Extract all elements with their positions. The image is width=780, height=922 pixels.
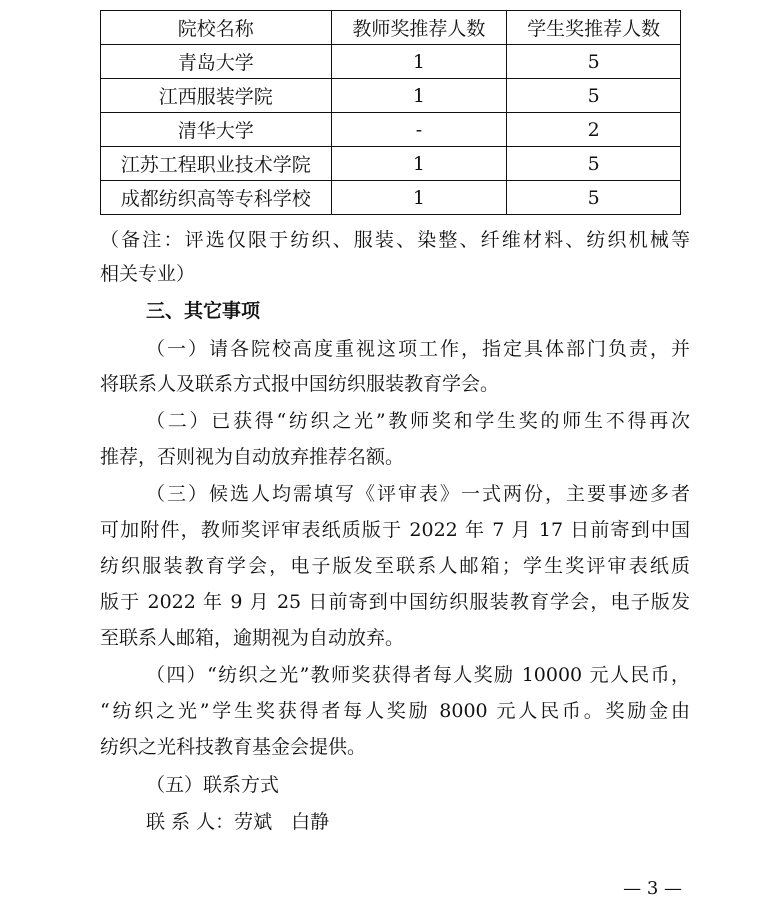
section-heading: 三、其它事项	[146, 300, 261, 322]
cell-school: 清华大学	[101, 113, 332, 147]
cell-school: 江西服装学院	[101, 79, 332, 113]
paragraph-line: 可加附件，教师奖评审表纸质版于 2022 年 7 月 17 日前寄到中国	[100, 519, 690, 541]
cell-student-count: 5	[507, 79, 681, 113]
page-number: — 3 —	[623, 878, 682, 899]
paragraph-line: （一）请各院校高度重视这项工作，指定具体部门负责，并	[146, 338, 690, 360]
cell-school: 成都纺织高等专科学校	[101, 181, 332, 215]
paragraph-line: “纺织之光”学生奖获得者每人奖励 8000 元人民币。奖励金由	[100, 700, 690, 722]
cell-student-count: 5	[507, 147, 681, 181]
table-row	[101, 147, 681, 181]
cell-teacher-count: 1	[331, 45, 507, 79]
table-header-row	[101, 11, 681, 45]
note-line: 相关专业）	[100, 263, 196, 285]
paragraph-line: （二）已获得“纺织之光”教师奖和学生奖的师生不得再次	[146, 410, 690, 432]
note-line: （备注：评选仅限于纺织、服装、染整、纤维材料、纺织机械等	[100, 229, 690, 251]
cell-school: 青岛大学	[101, 45, 332, 79]
cell-teacher-count: -	[331, 113, 507, 147]
cell-school: 江苏工程职业技术学院	[101, 147, 332, 181]
paragraph-line: 将联系人及联系方式报中国纺织服装教育学会。	[100, 373, 500, 395]
paragraph-line: 纺织之光科技教育基金会提供。	[100, 736, 367, 758]
paragraph-line: （五）联系方式	[146, 774, 280, 796]
paragraph-line: 至联系人邮箱，逾期视为自动放弃。	[100, 627, 405, 649]
cell-teacher-count: 1	[331, 79, 507, 113]
header-student-count: 学生奖推荐人数	[507, 11, 681, 45]
header-school: 院校名称	[101, 11, 332, 45]
table-row	[101, 181, 681, 215]
paragraph-line: （三）候选人均需填写《评审表》一式两份，主要事迹多者	[146, 483, 690, 505]
table-row	[101, 45, 681, 79]
table-row	[101, 113, 681, 147]
paragraph-line: 推荐，否则视为自动放弃推荐名额。	[100, 446, 405, 468]
cell-student-count: 5	[507, 181, 681, 215]
cell-student-count: 5	[507, 45, 681, 79]
cell-teacher-count: 1	[331, 181, 507, 215]
nomination-table	[100, 10, 681, 215]
cell-teacher-count: 1	[331, 147, 507, 181]
contact-person: 联 系 人：劳斌 白静	[146, 811, 330, 833]
paragraph-line: （四）“纺织之光”教师奖获得者每人奖励 10000 元人民币，	[146, 664, 690, 686]
paragraph-line: 版于 2022 年 9 月 25 日前寄到中国纺织服装教育学会，电子版发	[100, 591, 690, 613]
paragraph-line: 纺织服装教育学会，电子版发至联系人邮箱；学生奖评审表纸质	[100, 555, 690, 577]
cell-student-count: 2	[507, 113, 681, 147]
header-teacher-count: 教师奖推荐人数	[331, 11, 507, 45]
table-row	[101, 79, 681, 113]
